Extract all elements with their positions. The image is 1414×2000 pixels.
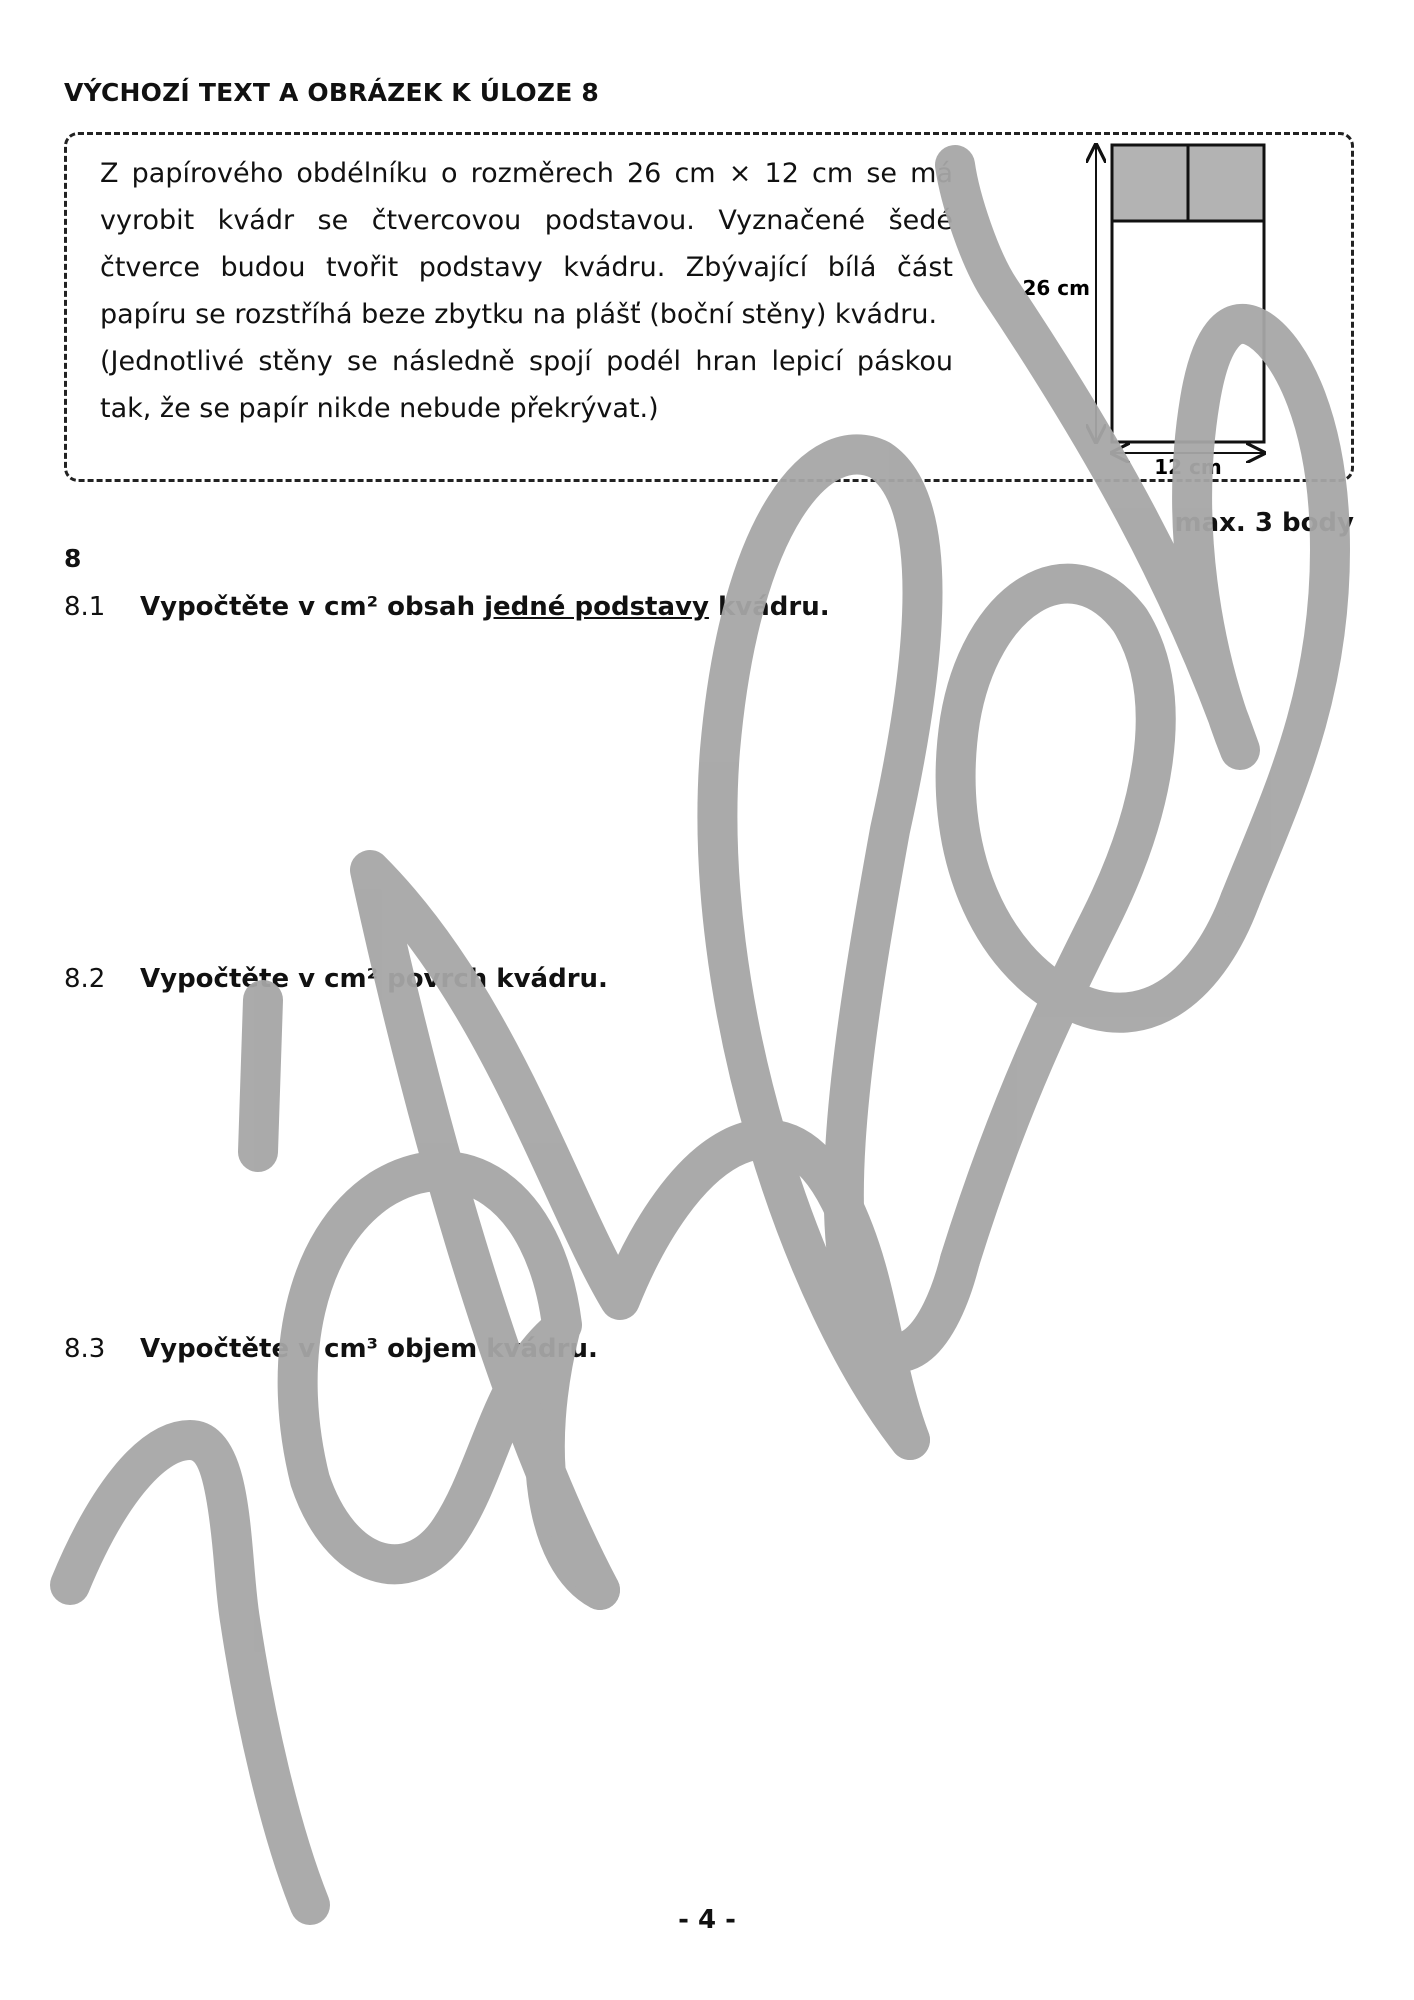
subtask-text: Vypočtěte v cm² povrch kvádru.	[140, 964, 608, 994]
subtask-number: 8.2	[64, 964, 106, 994]
subtask-8-2	[64, 964, 608, 994]
underlined-phrase: jedné podstavy	[484, 592, 709, 622]
subtask-text: Vypočtěte v cm² obsah jedné podstavy kvádru.	[140, 592, 830, 622]
width-label: 12 cm	[1154, 455, 1222, 479]
base-square-right	[1188, 145, 1264, 221]
paper-net-figure	[1010, 135, 1350, 480]
source-heading: VÝCHOZÍ TEXT A OBRÁZEK K ÚLOZE 8	[64, 78, 599, 107]
subtask-number: 8.3	[64, 1334, 106, 1364]
source-paragraph-2: (Jednotlivé stěny se následně spojí podél hran lepicí páskou tak, že se papír nikde nebude překrývat.)	[100, 346, 953, 424]
source-text	[100, 150, 953, 432]
max-points: max. 3 body	[1174, 508, 1354, 538]
page-number: - 4 -	[678, 1905, 736, 1935]
subtask-number: 8.1	[64, 592, 106, 622]
subtask-8-1	[64, 592, 830, 622]
subtask-text: Vypočtěte v cm³ objem kvádru.	[140, 1334, 598, 1364]
base-square-left	[1112, 145, 1188, 221]
subtask-8-3	[64, 1334, 598, 1364]
task-number: 8	[64, 544, 82, 573]
height-label: 26 cm	[1022, 276, 1090, 300]
source-paragraph-1: Z papírového obdélníku o rozměrech 26 cm × 12 cm se má vyrobit kvádr se čtvercovou podstavou. Vyznačené šedé čtverce budou tvořit podstavy kvádru. Zbývající bílá část papíru se rozstříhá beze zbytku na plášť (boční stěny) kvádru.	[100, 158, 953, 330]
